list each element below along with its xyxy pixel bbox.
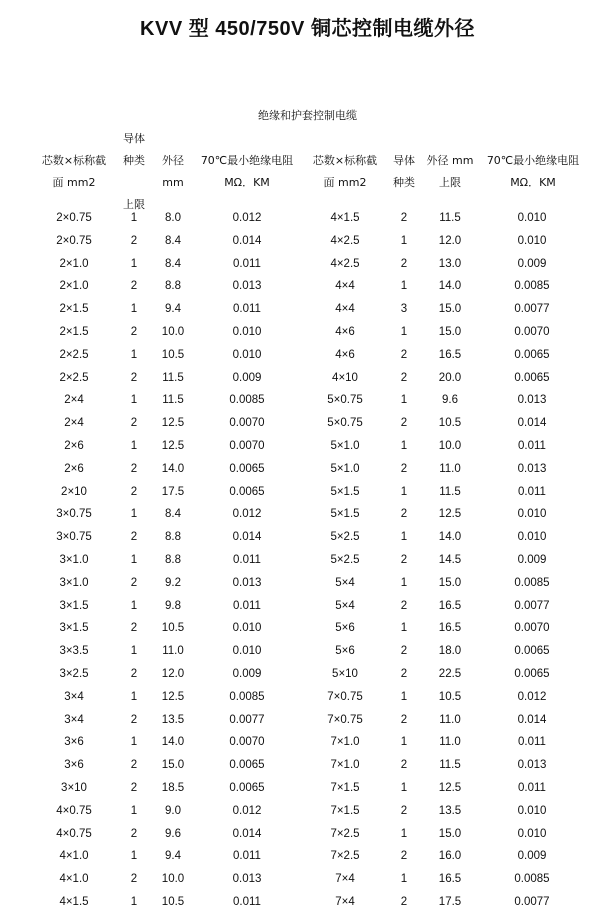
cell-left-cross-section: 3×1.5: [59, 622, 89, 635]
cell-right-insulation-resistance: 0.011: [518, 736, 546, 749]
cell-left-cross-section: 2×2.5: [59, 371, 89, 384]
cell-left-insulation-resistance: 0.0070: [229, 439, 265, 452]
cell-left-outer-diameter: 8.8: [165, 553, 181, 566]
cell-left-conductor-type: 2: [130, 325, 138, 338]
cell-left-outer-diameter: 10.5: [161, 348, 185, 361]
cell-right-outer-diameter: 11.0: [439, 713, 461, 726]
cell-left-outer-diameter: 8.8: [165, 280, 181, 293]
cell-left-conductor-type: 1: [130, 895, 138, 908]
cell-left-conductor-type: 1: [130, 804, 138, 817]
cell-right-cross-section: 7×4: [335, 873, 355, 886]
cell-right-cross-section: 5×1.0: [330, 439, 360, 452]
cell-left-cross-section: 2×6: [64, 439, 84, 452]
cell-left-outer-diameter: 10.5: [161, 622, 185, 635]
cell-left-outer-diameter: 9.6: [165, 827, 181, 840]
table-row: [0, 754, 615, 777]
cell-left-outer-diameter: 17.5: [161, 485, 185, 498]
cell-left-insulation-resistance: 0.010: [232, 348, 262, 361]
cell-right-conductor-type: 2: [400, 599, 408, 612]
table-row: [0, 800, 615, 823]
cell-right-outer-diameter: 15.0: [438, 827, 462, 840]
table-row: [0, 823, 615, 846]
cell-left-outer-diameter: 11.5: [162, 394, 184, 407]
cell-right-conductor-type: 1: [400, 576, 408, 589]
cell-right-outer-diameter: 14.0: [438, 531, 462, 544]
cell-left-insulation-resistance: 0.0065: [229, 759, 265, 772]
cell-right-outer-diameter: 14.0: [438, 280, 462, 293]
cell-left-insulation-resistance: 0.0065: [229, 781, 265, 794]
cell-right-insulation-resistance: 0.0070: [514, 325, 550, 338]
cell-left-conductor-type: 2: [130, 234, 138, 247]
cell-left-cross-section: 3×1.5: [59, 599, 89, 612]
cell-left-conductor-type: 2: [130, 667, 138, 680]
cell-left-insulation-resistance: 0.011: [233, 303, 261, 316]
table-row: [0, 481, 615, 504]
cell-right-cross-section: 5×2.5: [330, 531, 360, 544]
cell-left-cross-section: 2×2.5: [59, 348, 89, 361]
cell-left-outer-diameter: 15.0: [161, 759, 185, 772]
cell-left-outer-diameter: 9.2: [165, 576, 181, 589]
cell-right-outer-diameter: 12.5: [438, 508, 462, 521]
header-left-insulation-resistance: 70℃最小绝缘电阻 MΩ．KM: [200, 154, 294, 189]
cell-left-insulation-resistance: 0.012: [232, 212, 262, 224]
table-row: [0, 617, 615, 640]
cell-right-cross-section: 7×1.5: [330, 781, 360, 794]
cell-left-insulation-resistance: 0.0065: [229, 485, 265, 498]
cell-left-outer-diameter: 8.4: [165, 257, 181, 270]
cell-left-cross-section: 4×0.75: [56, 827, 92, 840]
cell-right-insulation-resistance: 0.0077: [514, 303, 550, 316]
header-right-conductor-type: 导体 种类: [393, 154, 415, 189]
cell-left-outer-diameter: 12.5: [161, 690, 185, 703]
cell-left-conductor-type: 2: [130, 417, 138, 430]
cell-left-conductor-type: 2: [130, 371, 138, 384]
cell-right-cross-section: 7×0.75: [327, 690, 363, 703]
cell-left-cross-section: 3×0.75: [56, 508, 92, 521]
cell-right-outer-diameter: 15.0: [438, 576, 462, 589]
cell-right-cross-section: 4×4: [335, 303, 355, 316]
table-row: [0, 868, 615, 891]
table-row: [0, 344, 615, 367]
cell-left-conductor-type: 1: [130, 553, 138, 566]
table-row: [0, 709, 615, 732]
table-subtitle: 绝缘和护套控制电缆: [258, 109, 357, 122]
table-row: [0, 367, 615, 390]
cell-left-conductor-type: 1: [130, 508, 138, 521]
cell-right-conductor-type: 2: [400, 645, 408, 658]
header-left-upper-limit: 上限: [123, 198, 145, 211]
cell-right-conductor-type: 1: [400, 485, 408, 498]
cell-right-outer-diameter: 10.5: [438, 690, 462, 703]
cell-right-conductor-type: 2: [400, 759, 408, 772]
table-row: [0, 777, 615, 800]
cell-left-outer-diameter: 12.5: [161, 439, 185, 452]
cell-right-outer-diameter: 11.5: [439, 212, 461, 224]
cell-right-insulation-resistance: 0.0065: [514, 348, 550, 361]
cell-left-insulation-resistance: 0.011: [233, 553, 261, 566]
cell-left-conductor-type: 2: [130, 827, 138, 840]
cell-right-conductor-type: 2: [400, 257, 408, 270]
table-row: [0, 686, 615, 709]
header-left-cross-section: 芯数×标称截 面 mm2: [41, 154, 107, 189]
cell-left-conductor-type: 2: [130, 713, 138, 726]
cell-right-cross-section: 4×6: [335, 325, 355, 338]
table-row: [0, 230, 615, 253]
cell-left-outer-diameter: 18.5: [161, 781, 185, 794]
cell-right-cross-section: 4×1.5: [330, 212, 360, 224]
table-row: [0, 572, 615, 595]
cell-right-conductor-type: 2: [400, 895, 408, 908]
header-left-conductor-type: 导体 种类 上限: [118, 128, 150, 216]
table-row: [0, 549, 615, 572]
cell-left-cross-section: 3×1.0: [59, 553, 89, 566]
cell-left-cross-section: 3×1.0: [59, 576, 89, 589]
cell-right-conductor-type: 1: [400, 690, 408, 703]
cell-right-conductor-type: 2: [400, 462, 408, 475]
cell-left-cross-section: 3×6: [64, 736, 84, 749]
cell-left-conductor-type: 1: [130, 439, 138, 452]
cell-right-outer-diameter: 14.5: [438, 553, 462, 566]
cell-left-insulation-resistance: 0.010: [232, 325, 262, 338]
cell-right-outer-diameter: 13.0: [438, 257, 462, 270]
cable-table-body: [0, 207, 615, 914]
cell-left-conductor-type: 2: [130, 759, 138, 772]
cell-left-insulation-resistance: 0.0085: [229, 394, 265, 407]
cell-left-conductor-type: 1: [130, 599, 138, 612]
cell-right-outer-diameter: 10.5: [438, 417, 462, 430]
cell-right-outer-diameter: 16.5: [438, 599, 462, 612]
cell-right-cross-section: 7×2.5: [330, 850, 360, 863]
cell-right-conductor-type: 1: [400, 736, 408, 749]
cell-right-outer-diameter: 11.5: [439, 485, 461, 498]
cell-right-insulation-resistance: 0.0065: [514, 667, 550, 680]
cell-right-cross-section: 7×4: [335, 895, 355, 908]
cell-left-conductor-type: 2: [130, 576, 138, 589]
cell-right-outer-diameter: 18.0: [438, 645, 462, 658]
cell-left-cross-section: 3×2.5: [59, 667, 89, 680]
cell-left-conductor-type: 1: [130, 303, 138, 316]
cell-right-insulation-resistance: 0.0085: [514, 873, 550, 886]
cell-left-outer-diameter: 10.0: [161, 873, 185, 886]
cell-right-cross-section: 5×0.75: [327, 417, 363, 430]
cell-left-cross-section: 2×0.75: [56, 212, 92, 224]
cell-right-insulation-resistance: 0.011: [518, 439, 546, 452]
cell-right-conductor-type: 2: [400, 553, 408, 566]
cell-right-cross-section: 5×1.5: [330, 508, 360, 521]
cell-right-insulation-resistance: 0.0085: [514, 576, 550, 589]
table-row: [0, 389, 615, 412]
cell-right-outer-diameter: 15.0: [438, 325, 462, 338]
cell-left-insulation-resistance: 0.011: [233, 895, 261, 908]
cell-right-conductor-type: 1: [400, 280, 408, 293]
cell-right-outer-diameter: 16.5: [438, 622, 462, 635]
cell-right-cross-section: 4×4: [335, 280, 355, 293]
cell-left-cross-section: 3×0.75: [56, 531, 92, 544]
cell-left-conductor-type: 2: [130, 280, 138, 293]
cell-right-outer-diameter: 17.5: [438, 895, 462, 908]
cell-left-cross-section: 2×1.0: [59, 257, 89, 270]
cell-right-conductor-type: 1: [400, 827, 408, 840]
cell-right-conductor-type: 2: [400, 417, 408, 430]
header-right-outer-diameter: 外径 mm 上限: [426, 154, 474, 189]
cell-right-outer-diameter: 16.5: [438, 348, 462, 361]
cell-left-conductor-type: 1: [130, 394, 138, 407]
cell-left-cross-section: 4×1.0: [59, 873, 89, 886]
cell-right-outer-diameter: 22.5: [438, 667, 462, 680]
cell-left-outer-diameter: 11.0: [162, 645, 184, 658]
header-right-cross-section: 芯数×标称截 面 mm2: [312, 154, 378, 189]
cell-left-conductor-type: 2: [130, 873, 138, 886]
cell-right-outer-diameter: 9.6: [442, 394, 458, 407]
cell-right-conductor-type: 2: [400, 667, 408, 680]
cell-left-outer-diameter: 8.0: [165, 212, 181, 224]
cell-left-insulation-resistance: 0.011: [233, 257, 261, 270]
cell-right-outer-diameter: 12.5: [438, 781, 462, 794]
cell-right-conductor-type: 1: [400, 531, 408, 544]
cell-left-insulation-resistance: 0.0070: [229, 736, 265, 749]
cell-left-insulation-resistance: 0.014: [232, 827, 262, 840]
page-title: KVV 型 450/750V 铜芯控制电缆外径: [140, 18, 475, 40]
cell-right-insulation-resistance: 0.0077: [514, 599, 550, 612]
cell-left-insulation-resistance: 0.0085: [229, 690, 265, 703]
cell-right-insulation-resistance: 0.0065: [514, 371, 550, 384]
cell-left-insulation-resistance: 0.0070: [229, 417, 265, 430]
cell-left-outer-diameter: 10.5: [161, 895, 185, 908]
cell-right-insulation-resistance: 0.014: [517, 713, 547, 726]
cell-left-cross-section: 2×4: [64, 394, 84, 407]
cell-right-conductor-type: 2: [400, 850, 408, 863]
cell-right-cross-section: 5×6: [335, 622, 355, 635]
cell-right-cross-section: 5×0.75: [327, 394, 363, 407]
cell-left-insulation-resistance: 0.014: [232, 234, 262, 247]
table-row: [0, 275, 615, 298]
cell-left-outer-diameter: 8.8: [165, 531, 181, 544]
cell-right-conductor-type: 3: [400, 303, 408, 316]
cell-left-cross-section: 4×1.0: [59, 850, 89, 863]
cell-left-conductor-type: 1: [130, 645, 138, 658]
table-row: [0, 503, 615, 526]
cell-left-conductor-type: 2: [130, 531, 138, 544]
table-row: [0, 663, 615, 686]
cell-left-insulation-resistance: 0.012: [232, 508, 262, 521]
cell-left-outer-diameter: 12.0: [161, 667, 185, 680]
cell-right-insulation-resistance: 0.014: [517, 417, 547, 430]
cell-left-insulation-resistance: 0.011: [233, 850, 261, 863]
cell-right-insulation-resistance: 0.0070: [514, 622, 550, 635]
cell-right-cross-section: 5×1.5: [330, 485, 360, 498]
cell-right-outer-diameter: 10.0: [438, 439, 462, 452]
cell-right-conductor-type: 2: [400, 508, 408, 521]
cell-right-conductor-type: 2: [400, 804, 408, 817]
cell-left-cross-section: 3×4: [64, 690, 84, 703]
cell-right-insulation-resistance: 0.010: [517, 508, 547, 521]
cell-right-conductor-type: 1: [400, 781, 408, 794]
cell-right-conductor-type: 2: [400, 713, 408, 726]
cell-right-insulation-resistance: 0.010: [517, 804, 547, 817]
cell-left-insulation-resistance: 0.012: [232, 804, 262, 817]
table-row: [0, 595, 615, 618]
table-row: [0, 321, 615, 344]
cell-left-conductor-type: 2: [130, 622, 138, 635]
cell-left-insulation-resistance: 0.0077: [229, 713, 265, 726]
cell-right-conductor-type: 1: [400, 325, 408, 338]
cell-left-outer-diameter: 9.4: [165, 850, 181, 863]
cell-left-cross-section: 2×1.5: [59, 303, 89, 316]
cell-left-insulation-resistance: 0.010: [232, 622, 262, 635]
table-row: [0, 412, 615, 435]
cell-right-conductor-type: 1: [400, 622, 408, 635]
cell-left-conductor-type: 1: [130, 850, 138, 863]
cell-right-conductor-type: 1: [400, 234, 408, 247]
cell-left-cross-section: 3×10: [61, 781, 87, 794]
cell-right-insulation-resistance: 0.009: [517, 850, 547, 863]
cell-left-outer-diameter: 11.5: [162, 371, 184, 384]
cell-left-insulation-resistance: 0.010: [232, 645, 262, 658]
cell-left-cross-section: 2×4: [64, 417, 84, 430]
cell-right-insulation-resistance: 0.010: [517, 827, 547, 840]
table-row: [0, 845, 615, 868]
cell-right-cross-section: 4×6: [335, 348, 355, 361]
table-row: [0, 207, 615, 230]
cell-right-cross-section: 5×4: [335, 576, 355, 589]
cell-left-cross-section: 4×0.75: [56, 804, 92, 817]
cell-right-cross-section: 5×4: [335, 599, 355, 612]
cell-right-cross-section: 4×10: [332, 371, 358, 384]
cell-right-cross-section: 7×0.75: [327, 713, 363, 726]
cell-left-outer-diameter: 9.4: [165, 303, 181, 316]
cell-right-conductor-type: 1: [400, 439, 408, 452]
cell-right-insulation-resistance: 0.013: [517, 759, 547, 772]
table-row: [0, 891, 615, 914]
cell-left-outer-diameter: 8.4: [165, 234, 181, 247]
cell-left-conductor-type: 2: [130, 462, 138, 475]
cell-left-cross-section: 4×1.5: [59, 895, 89, 908]
header-left-outer-diameter: 外径 mm: [162, 154, 184, 189]
cell-left-cross-section: 2×1.5: [59, 325, 89, 338]
cell-right-cross-section: 5×2.5: [330, 553, 360, 566]
cell-left-outer-diameter: 9.8: [165, 599, 181, 612]
cell-left-outer-diameter: 14.0: [161, 736, 185, 749]
cell-right-outer-diameter: 12.0: [438, 234, 462, 247]
cell-right-insulation-resistance: 0.009: [517, 553, 547, 566]
cell-right-cross-section: 7×1.5: [330, 804, 360, 817]
cell-right-insulation-resistance: 0.010: [517, 531, 547, 544]
cell-left-cross-section: 2×10: [61, 485, 87, 498]
cell-right-outer-diameter: 13.5: [438, 804, 462, 817]
table-row: [0, 253, 615, 276]
cell-left-conductor-type: 1: [130, 348, 138, 361]
cell-right-outer-diameter: 16.0: [438, 850, 462, 863]
cell-left-insulation-resistance: 0.009: [232, 371, 262, 384]
cell-left-conductor-type: 2: [130, 781, 138, 794]
table-row: [0, 640, 615, 663]
cell-right-insulation-resistance: 0.013: [517, 462, 547, 475]
cell-right-outer-diameter: 20.0: [438, 371, 462, 384]
cell-right-cross-section: 4×2.5: [330, 257, 360, 270]
table-row: [0, 731, 615, 754]
cell-right-insulation-resistance: 0.012: [517, 690, 547, 703]
header-right-insulation-resistance: 70℃最小绝缘电阻 MΩ．KM: [486, 154, 580, 189]
cell-right-cross-section: 7×1.0: [330, 736, 360, 749]
cell-left-outer-diameter: 9.0: [165, 804, 181, 817]
cell-right-insulation-resistance: 0.013: [517, 394, 547, 407]
cell-right-insulation-resistance: 0.011: [518, 781, 546, 794]
cell-left-insulation-resistance: 0.013: [232, 576, 262, 589]
cell-left-cross-section: 2×6: [64, 462, 84, 475]
cell-right-cross-section: 7×1.0: [330, 759, 360, 772]
cell-right-insulation-resistance: 0.0065: [514, 645, 550, 658]
cell-right-cross-section: 7×2.5: [330, 827, 360, 840]
cell-left-insulation-resistance: 0.011: [233, 599, 261, 612]
table-row: [0, 298, 615, 321]
cell-right-outer-diameter: 11.5: [439, 759, 461, 772]
cell-left-conductor-type: 1: [130, 212, 138, 224]
cell-left-insulation-resistance: 0.013: [232, 873, 262, 886]
cell-left-outer-diameter: 13.5: [161, 713, 185, 726]
cell-left-cross-section: 3×3.5: [59, 645, 89, 658]
cell-right-outer-diameter: 15.0: [438, 303, 462, 316]
cell-right-cross-section: 5×10: [332, 667, 358, 680]
cell-right-insulation-resistance: 0.009: [517, 257, 547, 270]
cell-left-insulation-resistance: 0.014: [232, 531, 262, 544]
cell-left-cross-section: 2×0.75: [56, 234, 92, 247]
cell-left-outer-diameter: 12.5: [161, 417, 185, 430]
cell-right-cross-section: 5×1.0: [330, 462, 360, 475]
cell-right-conductor-type: 2: [400, 212, 408, 224]
cell-left-cross-section: 2×1.0: [59, 280, 89, 293]
cell-left-outer-diameter: 8.4: [165, 508, 181, 521]
cell-right-outer-diameter: 11.0: [439, 462, 461, 475]
cell-left-cross-section: 3×4: [64, 713, 84, 726]
cell-right-insulation-resistance: 0.011: [518, 485, 546, 498]
cell-left-conductor-type: 1: [130, 690, 138, 703]
cell-right-cross-section: 5×6: [335, 645, 355, 658]
cell-right-conductor-type: 2: [400, 348, 408, 361]
cell-right-conductor-type: 1: [400, 394, 408, 407]
cell-right-insulation-resistance: 0.0077: [514, 895, 550, 908]
cell-left-cross-section: 3×6: [64, 759, 84, 772]
cell-left-conductor-type: 2: [130, 485, 138, 498]
cell-right-outer-diameter: 11.0: [439, 736, 461, 749]
table-row: [0, 458, 615, 481]
table-row: [0, 435, 615, 458]
cell-right-conductor-type: 2: [400, 371, 408, 384]
cell-left-insulation-resistance: 0.009: [232, 667, 262, 680]
cell-left-outer-diameter: 10.0: [161, 325, 185, 338]
cell-right-insulation-resistance: 0.010: [517, 234, 547, 247]
cell-left-conductor-type: 1: [130, 257, 138, 270]
cell-left-insulation-resistance: 0.013: [232, 280, 262, 293]
cell-right-outer-diameter: 16.5: [438, 873, 462, 886]
cell-left-outer-diameter: 14.0: [161, 462, 185, 475]
cell-right-insulation-resistance: 0.0085: [514, 280, 550, 293]
table-row: [0, 526, 615, 549]
cell-left-insulation-resistance: 0.0065: [229, 462, 265, 475]
cell-right-insulation-resistance: 0.010: [517, 212, 547, 224]
cell-right-cross-section: 4×2.5: [330, 234, 360, 247]
cell-right-conductor-type: 1: [400, 873, 408, 886]
cell-left-conductor-type: 1: [130, 736, 138, 749]
